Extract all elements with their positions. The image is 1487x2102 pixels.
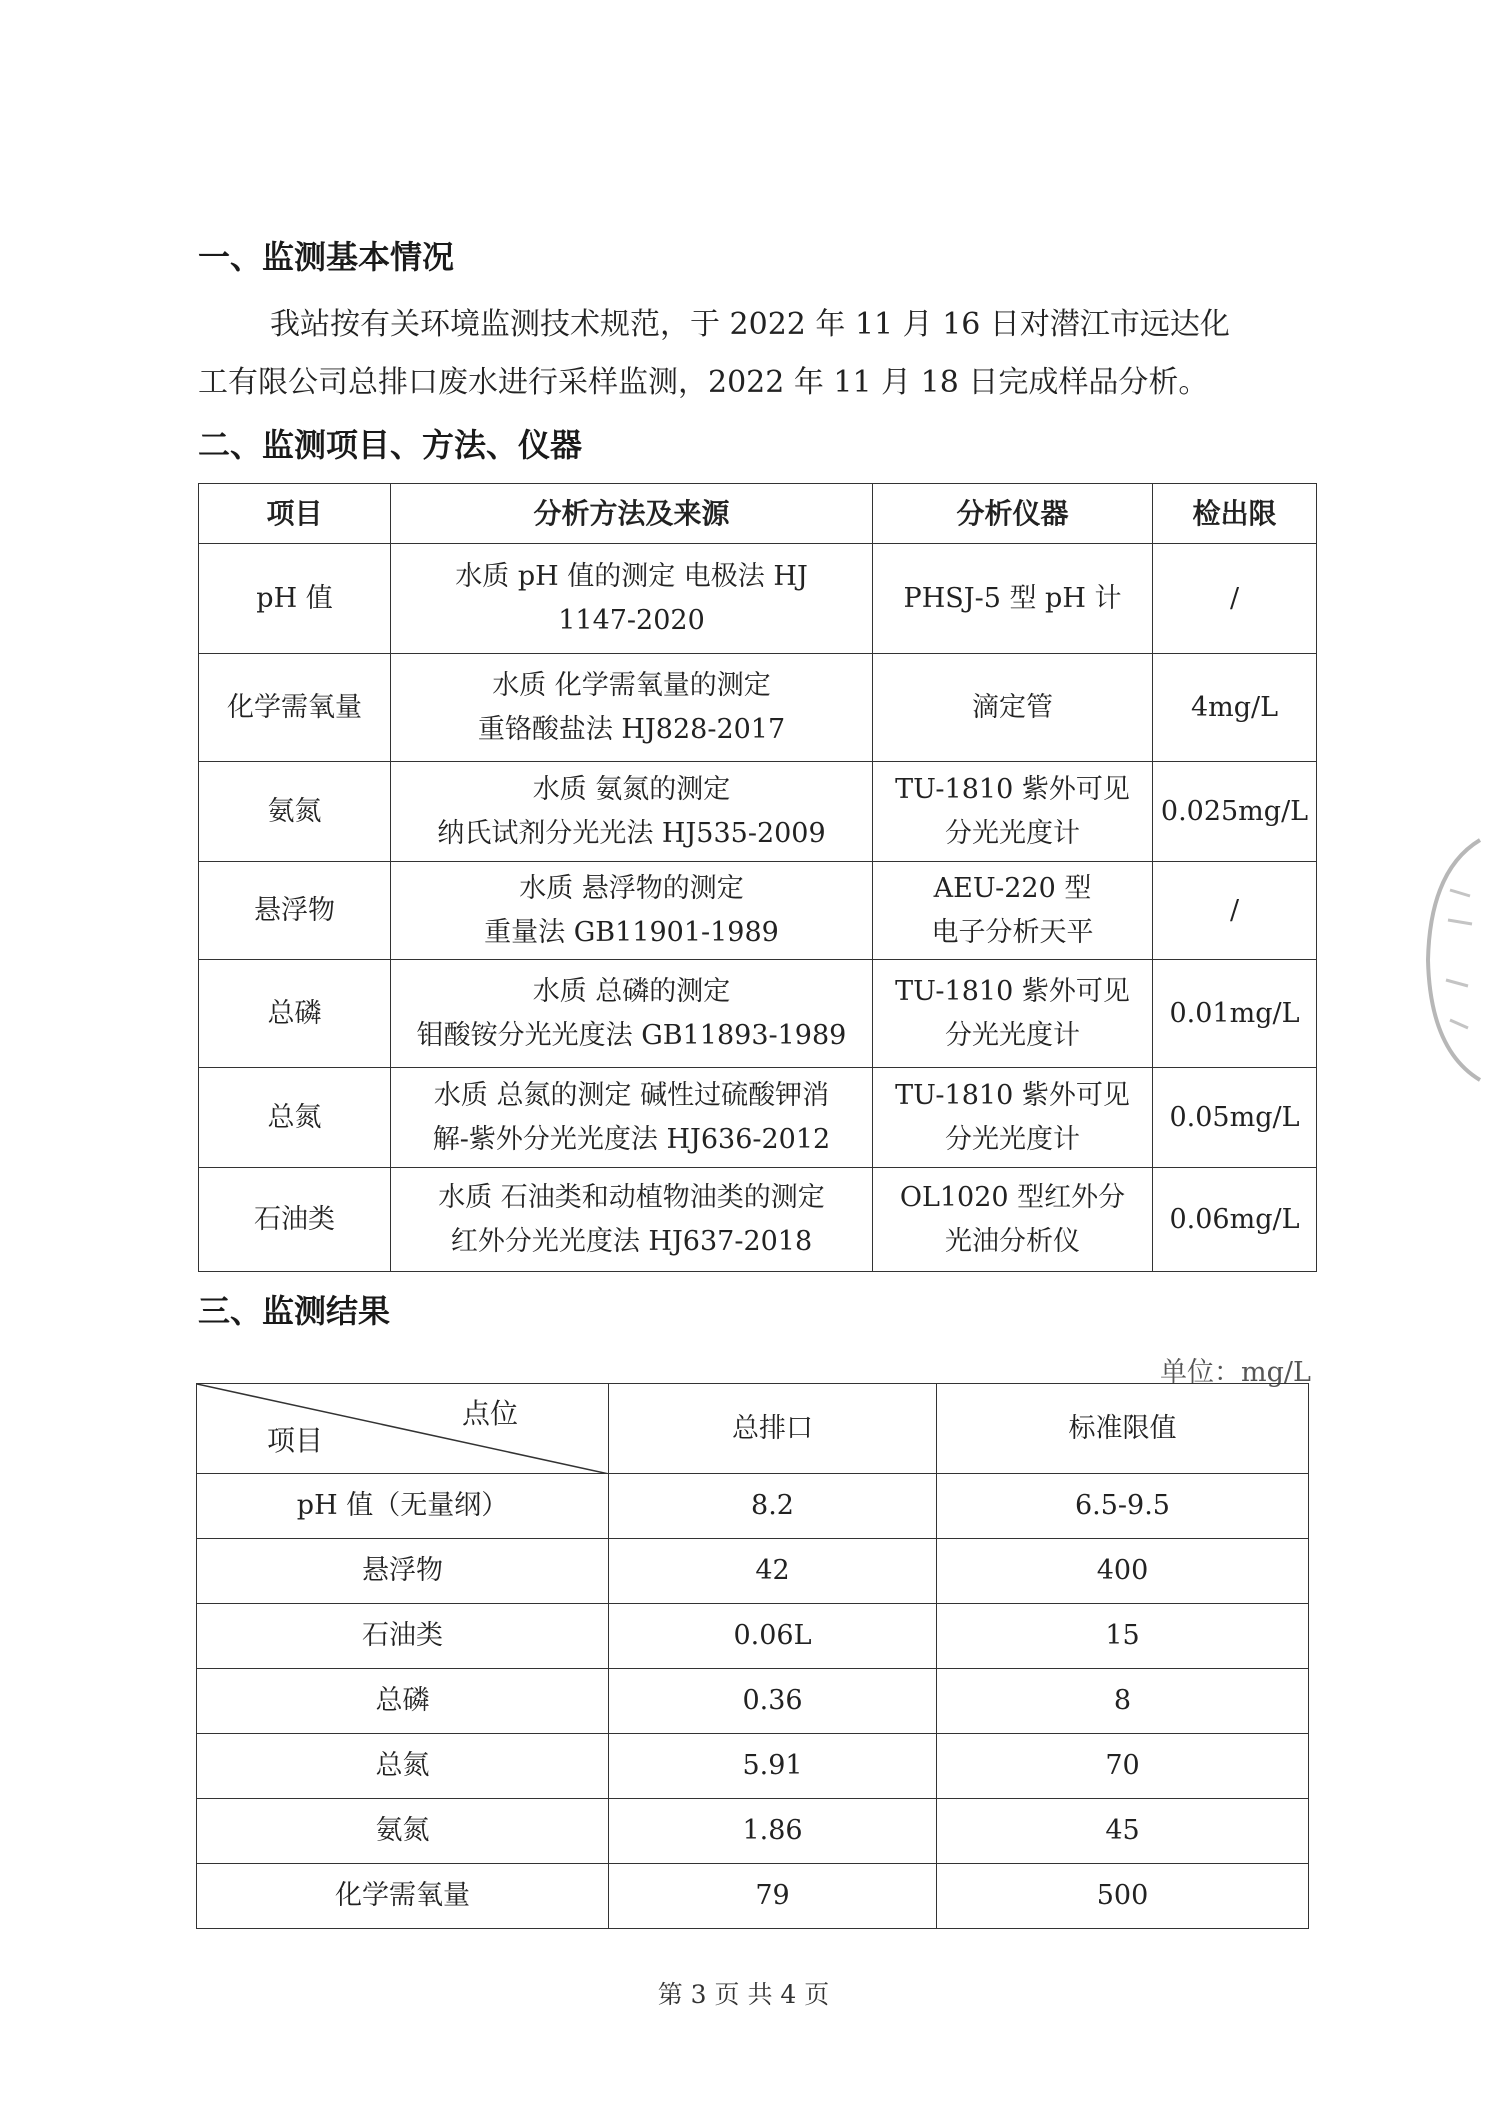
result-item-cell: 总氮	[197, 1734, 609, 1799]
instrument-cell	[873, 862, 1153, 960]
result-outlet-cell: 5.91	[609, 1734, 937, 1799]
method-line: 水质 石油类和动植物油类的测定	[438, 1181, 825, 1213]
method-line: 水质 总氮的测定 碱性过硫酸钾消	[433, 1079, 830, 1111]
method-line: 重铬酸盐法 HJ828-2017	[477, 713, 786, 745]
result-outlet-cell: 8.2	[609, 1474, 937, 1539]
unit-label: 单位：mg/L	[1160, 1357, 1311, 1388]
detection-limit-cell: /	[1153, 862, 1317, 960]
stamp-seal-partial	[1420, 830, 1487, 1090]
paragraph-line-2: 工有限公司总排口废水进行采样监测，2022 年 11 月 18 日完成样品分析。	[198, 365, 1209, 400]
instrument-line: 电子分析天平	[931, 916, 1094, 948]
results-row	[197, 1474, 1309, 1539]
method-cell	[391, 762, 873, 862]
paragraph-line-1: 我站按有关环境监测技术规范，于 2022 年 11 月 16 日对潜江市远达化	[270, 307, 1230, 342]
method-line: 水质 氨氮的测定	[532, 773, 731, 805]
methods-row	[199, 960, 1317, 1068]
method-item-cell: 总氮	[199, 1068, 391, 1168]
instrument-line: 分光光度计	[945, 1019, 1080, 1051]
section1-paragraph	[198, 296, 1328, 412]
result-item-cell: 化学需氧量	[197, 1864, 609, 1929]
detection-limit-cell: 4mg/L	[1153, 654, 1317, 762]
method-cell	[391, 960, 873, 1068]
result-outlet-cell: 0.06L	[609, 1604, 937, 1669]
result-limit-cell: 8	[937, 1669, 1309, 1734]
method-line: 纳氏试剂分光光法 HJ535-2009	[437, 817, 826, 849]
methods-header-row	[199, 484, 1317, 544]
result-limit-cell: 6.5-9.5	[937, 1474, 1309, 1539]
corner-cell	[197, 1384, 609, 1474]
detection-limit-cell: /	[1153, 544, 1317, 654]
instrument-line: AEU-220 型	[933, 872, 1092, 904]
result-outlet-cell: 42	[609, 1539, 937, 1604]
methods-row	[199, 1068, 1317, 1168]
instrument-cell	[873, 762, 1153, 862]
methods-row	[199, 862, 1317, 960]
detection-limit-cell: 0.06mg/L	[1153, 1168, 1317, 1272]
result-limit-cell: 15	[937, 1604, 1309, 1669]
instrument-line: 光油分析仪	[945, 1225, 1080, 1257]
method-cell	[391, 1068, 873, 1168]
method-line: 重量法 GB11901-1989	[484, 916, 779, 948]
header-item: 项目	[199, 484, 391, 544]
method-line: 钼酸铵分光光度法 GB11893-1989	[416, 1019, 847, 1051]
method-line: 水质 化学需氧量的测定	[492, 669, 771, 701]
method-cell	[391, 544, 873, 654]
instrument-cell	[873, 544, 1153, 654]
section1-heading: 一、监测基本情况	[198, 238, 455, 276]
result-limit-cell: 500	[937, 1864, 1309, 1929]
results-row	[197, 1864, 1309, 1929]
method-item-cell: 石油类	[199, 1168, 391, 1272]
methods-row	[199, 1168, 1317, 1272]
method-line: 水质 pH 值的测定 电极法 HJ	[455, 560, 808, 592]
instrument-line: 分光光度计	[945, 817, 1080, 849]
result-limit-cell: 45	[937, 1799, 1309, 1864]
method-line: 解-紫外分光光度法 HJ636-2012	[432, 1123, 831, 1155]
header-instrument: 分析仪器	[873, 484, 1153, 544]
method-line: 水质 悬浮物的测定	[519, 872, 744, 904]
header-standard-limit: 标准限值	[937, 1384, 1309, 1474]
method-item-cell: 化学需氧量	[199, 654, 391, 762]
instrument-cell	[873, 654, 1153, 762]
method-item-cell: 悬浮物	[199, 862, 391, 960]
results-row	[197, 1669, 1309, 1734]
method-cell	[391, 1168, 873, 1272]
method-line: 1147-2020	[558, 604, 705, 636]
detection-limit-cell: 0.05mg/L	[1153, 1068, 1317, 1168]
page-footer: 第 3 页 共 4 页	[657, 1980, 830, 2009]
result-item-cell: 石油类	[197, 1604, 609, 1669]
methods-row	[199, 762, 1317, 862]
header-outlet: 总排口	[609, 1384, 937, 1474]
results-table	[196, 1383, 1309, 1929]
header-method: 分析方法及来源	[391, 484, 873, 544]
instrument-cell	[873, 1068, 1153, 1168]
corner-bottom-label: 项目	[267, 1424, 324, 1457]
corner-top-label: 点位	[461, 1397, 518, 1430]
diagonal-line	[197, 1384, 609, 1474]
method-item-cell: pH 值	[199, 544, 391, 654]
detection-limit-cell: 0.01mg/L	[1153, 960, 1317, 1068]
header-limit: 检出限	[1153, 484, 1317, 544]
detection-limit-cell: 0.025mg/L	[1153, 762, 1317, 862]
method-cell	[391, 862, 873, 960]
instrument-line: TU-1810 紫外可见	[895, 975, 1130, 1007]
result-outlet-cell: 1.86	[609, 1799, 937, 1864]
result-limit-cell: 70	[937, 1734, 1309, 1799]
result-item-cell: pH 值（无量纲）	[197, 1474, 609, 1539]
result-item-cell: 氨氮	[197, 1799, 609, 1864]
result-outlet-cell: 79	[609, 1864, 937, 1929]
instrument-cell	[873, 1168, 1153, 1272]
method-line: 红外分光光度法 HJ637-2018	[450, 1225, 813, 1257]
results-header-row	[197, 1384, 1309, 1474]
method-item-cell: 总磷	[199, 960, 391, 1068]
results-row	[197, 1799, 1309, 1864]
section3-heading: 三、监测结果	[198, 1292, 391, 1330]
methods-table	[198, 483, 1317, 1272]
results-row	[197, 1734, 1309, 1799]
method-cell	[391, 654, 873, 762]
method-line: 水质 总磷的测定	[532, 975, 731, 1007]
methods-row	[199, 654, 1317, 762]
section2-heading: 二、监测项目、方法、仪器	[198, 426, 583, 464]
results-row	[197, 1604, 1309, 1669]
instrument-line: TU-1810 紫外可见	[895, 1079, 1130, 1111]
instrument-line: 分光光度计	[945, 1123, 1080, 1155]
method-item-cell: 氨氮	[199, 762, 391, 862]
instrument-cell	[873, 960, 1153, 1068]
instrument-line: OL1020 型红外分	[899, 1181, 1126, 1213]
result-limit-cell: 400	[937, 1539, 1309, 1604]
result-item-cell: 悬浮物	[197, 1539, 609, 1604]
results-row	[197, 1539, 1309, 1604]
instrument-line: TU-1810 紫外可见	[895, 773, 1130, 805]
methods-row	[199, 544, 1317, 654]
instrument-line: PHSJ-5 型 pH 计	[903, 582, 1122, 614]
result-item-cell: 总磷	[197, 1669, 609, 1734]
instrument-line: 滴定管	[972, 691, 1053, 723]
result-outlet-cell: 0.36	[609, 1669, 937, 1734]
